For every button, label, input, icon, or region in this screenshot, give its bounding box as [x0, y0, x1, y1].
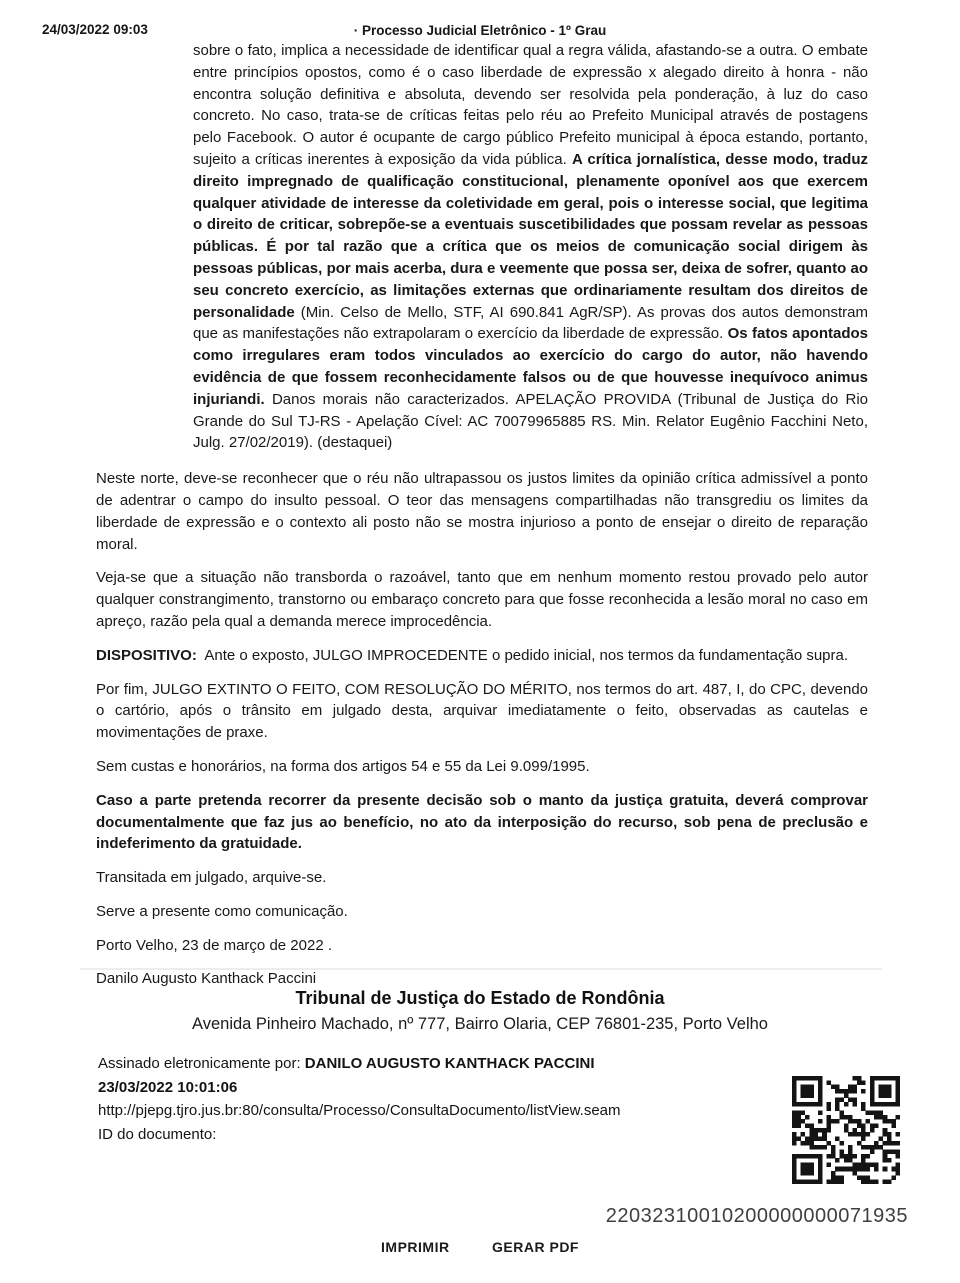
qr-code — [792, 1076, 900, 1184]
signature-line — [98, 1076, 621, 1100]
text-run: Caso a parte pretenda recorrer da presente decisão sob o manto da justiça gratuita, deverá comprovar documentalmente que faz jus ao benefício, no ato da interposição do recurso, sob pena de preclusão e indeferimento da gratuidade. — [96, 791, 868, 853]
text-run: 23/03/2022 10:01:06 — [98, 1078, 238, 1096]
print-button[interactable]: IMPRIMIR — [381, 1239, 450, 1255]
text-run: DISPOSITIVO: — [96, 646, 197, 664]
text-run: ID do documento: — [98, 1125, 217, 1143]
text-run: Ante o exposto, JULGO IMPROCEDENTE o pedido inicial, nos termos da fundamentação supra. — [196, 646, 849, 664]
document-number: 22032310010200000000071935 — [605, 1205, 908, 1227]
body-paragraph — [96, 567, 868, 632]
text-run: Transitada em julgado, arquive-se. — [96, 869, 327, 887]
body-paragraph — [96, 679, 868, 744]
text-run: Sem custas e honorários, na forma dos artigos 54 e 55 da Lei 9.099/1995. — [96, 757, 590, 775]
body-paragraph — [96, 790, 868, 855]
text-run: Danos morais não caracterizados. APELAÇÃO PROVIDA (Tribunal de Justiça do Rio Grande do Sul TJ-RS - Apelação Cível: AC 70079965885 RS. Min. Relator Eugênio Facchini Neto, Julg. 27/02/2019). (destaquei) — [193, 390, 868, 452]
text-run: (Min. Celso de Mello, STF, AI 690.841 AgR/SP). As provas dos autos demonstram que as manifestações não extrapolaram o exercício da liberdade de expressão. — [193, 303, 868, 343]
court-address: Avenida Pinheiro Machado, nº 777, Bairro Olaria, CEP 76801-235, Porto Velho — [192, 1015, 768, 1033]
paragraphs-container — [96, 468, 868, 990]
text-run: Os fatos apontados como irregulares eram todos vinculados ao exercício do cargo do autor, não havendo evidência de que fossem reconhecidamente falsos ou de que houvesse inequívoco animus injuriandi. — [193, 325, 868, 408]
signature-block — [98, 1052, 621, 1146]
generate-pdf-button[interactable]: GERAR PDF — [492, 1239, 579, 1255]
body-paragraph — [96, 968, 868, 990]
text-run: A crítica jornalística, desse modo, traduz direito impregnado de qualificação constitucional, plenamente oponível aos que exercem qualquer atividade de interesse da coletividade em geral, pois o interesse social, que legitima o direito de criticar, sobrepõe-se a eventuais suscetibilidades que possam revelar as pessoas públicas. É por tal razão que a crítica que os meios de comunicação social dirigem às pessoas públicas, por mais acerba, dura e veemente que possa ser, deixa de sofrer, quanto ao seu concreto exercício, as limitações externas que ordinariamente resultam dos direitos de personalidade — [193, 150, 868, 321]
text-run: Assinado eletronicamente por: — [98, 1055, 305, 1072]
actions-bar — [0, 1239, 960, 1257]
text-run: Porto Velho, 23 de março de 2022 . — [96, 936, 332, 954]
text-run: sobre o fato, implica a necessidade de identificar qual a regra válida, afastando-se a outra. O embate entre princípios opostos, como é o caso liberdade de expressão x alegado direito à honra - não encontra solução definitiva e absoluta, devendo ser resolvida pela ponderação, à luz do caso concreto. No caso, trata-se de críticas feitas pelo réu ao Prefeito Municipal através de postagens pelo Facebook. O autor é ocupante de cargo público Prefeito municipal à época estando, portanto, sujeito a críticas inerentes à exposição da vida pública. — [193, 42, 868, 168]
text-run: DANILO AUGUSTO KANTHACK PACCINI — [304, 1055, 595, 1072]
signature-line — [98, 1099, 621, 1123]
body-paragraph — [96, 468, 868, 555]
signature-line — [98, 1052, 621, 1076]
text-run: Veja-se que a situação não transborda o razoável, tanto que em nenhum momento restou provado pelo autor qualquer constrangimento, transtorno ou embaraço concreto para que fosse reconhecida a lesão moral no caso em apreço, razão pela qual a demanda merece improcedência. — [96, 569, 868, 630]
printed-datetime: 24/03/2022 09:03 — [42, 22, 148, 37]
body-paragraph — [96, 901, 868, 923]
text-run: Por fim, JULGO EXTINTO O FEITO, COM RESOLUÇÃO DO MÉRITO, nos termos do art. 487, I, do CPC, devendo o cartório, após o trânsito em julgado desta, arquivar imediatamente o feito, observadas as cautelas e movimentações de praxe. — [96, 680, 868, 742]
text-run: Danilo Augusto Kanthack Paccini — [96, 970, 317, 988]
jurisprudence-quote — [193, 40, 868, 454]
text-run: Neste norte, deve-se reconhecer que o réu não ultrapassou os justos limites da opinião crítica admissível a ponto de adentrar o campo do insulto pessoal. O teor das mensagens compartilhadas não transgrediu os limites da liberdade de expressão e o contexto ali posto não se mostra injurioso a ponto de ensejar o direito de reparação moral. — [96, 470, 868, 553]
decision-body — [96, 40, 868, 990]
text-run: Serve a presente como comunicação. — [96, 902, 348, 920]
text-run: http://pjepg.tjro.jus.br:80/consulta/Processo/ConsultaDocumento/listView.seam — [98, 1102, 621, 1119]
body-paragraph — [96, 867, 868, 889]
body-paragraph — [96, 935, 868, 957]
footer-divider — [80, 968, 882, 970]
body-paragraph — [96, 645, 868, 667]
body-paragraph — [96, 756, 868, 778]
signature-line — [98, 1123, 621, 1147]
system-title: · Processo Judicial Eletrônico - 1º Grau — [353, 23, 607, 38]
court-name: Tribunal de Justiça do Estado de Rondônia — [295, 988, 665, 1008]
